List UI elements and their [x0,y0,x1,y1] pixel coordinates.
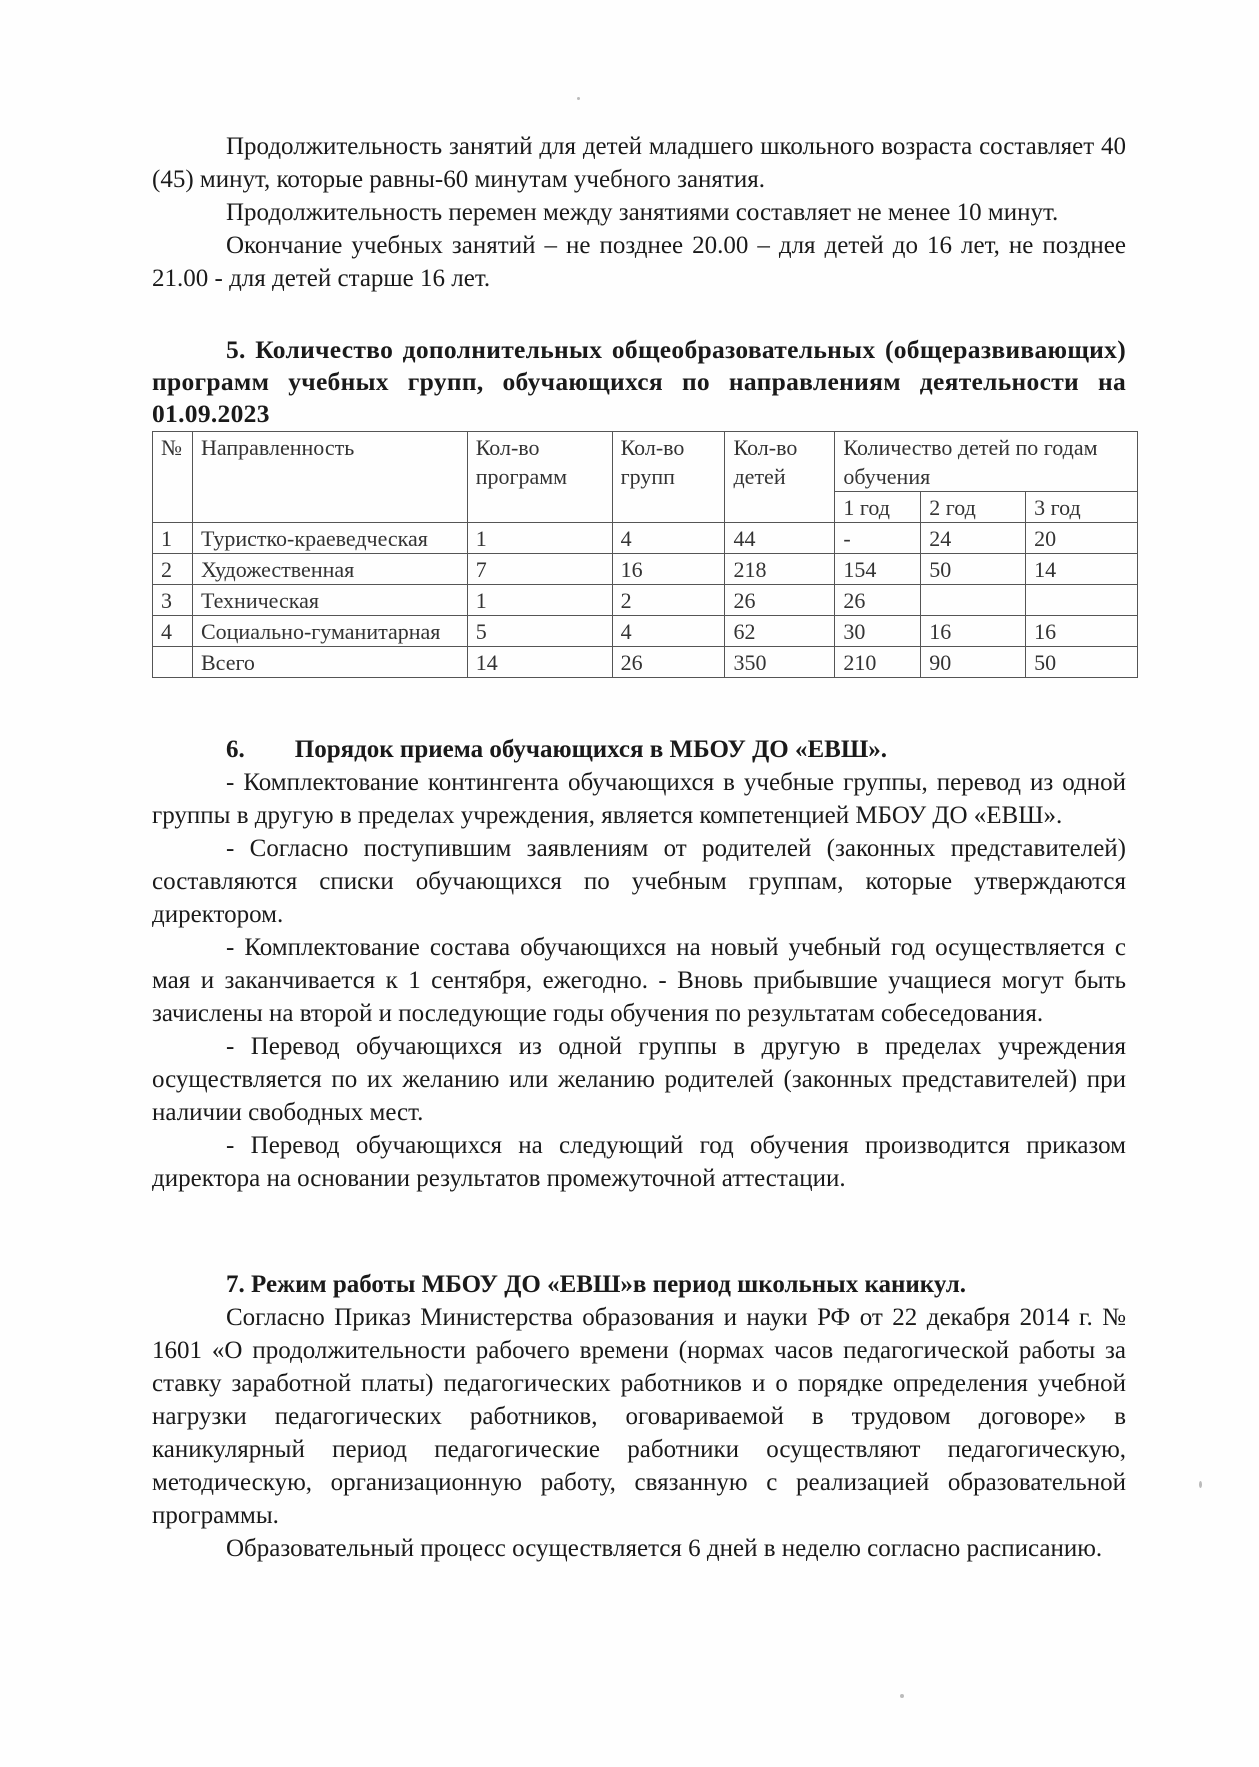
cell-programs: 1 [467,585,612,616]
cell-children: 44 [725,523,835,554]
cell-groups: 4 [612,616,725,647]
cell-year-2 [921,585,1026,616]
cell-year-1: - [835,523,921,554]
cell-year-3: 14 [1026,554,1138,585]
table-row [153,585,1138,616]
cell-year-3: 50 [1026,647,1138,678]
cell-programs: 5 [467,616,612,647]
header-programs: Кол-во программ [467,432,612,523]
cell-children: 218 [725,554,835,585]
cell-year-1: 26 [835,585,921,616]
cell-num: 4 [153,616,193,647]
intro-section [152,130,1126,295]
cell-year-3: 16 [1026,616,1138,647]
header-groups: Кол-во групп [612,432,725,523]
cell-year-1: 210 [835,647,921,678]
section-6-paragraph-5: - Перевод обучающихся на следующий год обучения производится приказом директора на основании результатов промежуточной аттестации. [152,1132,1126,1192]
section-5 [152,334,1126,430]
section-6-paragraph-1: - Комплектование контингента обучающихся в учебные группы, перевод из одной группы в другую в пределах учреждения, является компетенцией МБОУ ДО «ЕВШ». [152,769,1126,829]
header-by-year: Количество детей по годам обучения [835,432,1138,492]
intro-paragraph-3: Окончание учебных занятий – не позднее 20.00 – для детей до 16 лет, не позднее 21.00 - для детей старше 16 лет. [152,232,1126,292]
table-total-row [153,647,1138,678]
table-row [153,616,1138,647]
cell-year-1: 154 [835,554,921,585]
header-year-2: 2 год [921,492,1026,523]
cell-direction: Художественная [192,554,467,585]
cell-num: 3 [153,585,193,616]
table-row [153,523,1138,554]
section-7-paragraph-2: Образовательный процесс осуществляется 6 дней в неделю согласно расписанию. [226,1535,1103,1562]
table-header-row [153,432,1138,492]
header-direction: Направленность [192,432,467,523]
cell-children: 26 [725,585,835,616]
cell-year-2: 24 [921,523,1026,554]
section-6-paragraph-4: - Перевод обучающихся из одной группы в другую в пределах учреждения осуществляется по их желанию или желанию родителей (законных представителей) при наличии свободных мест. [152,1033,1126,1126]
intro-paragraph-1: Продолжительность занятий для детей младшего школьного возраста составляет 40 (45) минут, которые равны-60 минутам учебного занятия. [152,133,1126,193]
section-6-heading: 6. Порядок приема обучающихся в МБОУ ДО «ЕВШ». [226,736,888,763]
section-6-paragraph-3: - Комплектование состава обучающихся на новый учебный год осуществляется с мая и заканчивается к 1 сентября, ежегодно. - Вновь прибывшие учащиеся могут быть зачислены на второй и последующие годы обучения по результатам собеседования. [152,934,1126,1027]
table-row [153,554,1138,585]
cell-groups: 16 [612,554,725,585]
cell-year-3: 20 [1026,523,1138,554]
cell-groups: 4 [612,523,725,554]
header-children: Кол-во детей [725,432,835,523]
cell-children: 62 [725,616,835,647]
section-5-heading: 5. Количество дополнительных общеобразовательных (общеразвивающих) программ учебных групп, обучающихся по направлениям деятельности на 01.09.2023 [152,335,1126,428]
header-year-1: 1 год [835,492,921,523]
cell-groups: 26 [612,647,725,678]
cell-direction: Техническая [192,585,467,616]
cell-year-3 [1026,585,1138,616]
cell-direction: Всего [192,647,467,678]
section-7-heading: 7. Режим работы МБОУ ДО «ЕВШ»в период школьных каникул. [226,1271,966,1298]
section-7 [152,1268,1126,1565]
header-year-3: 3 год [1026,492,1138,523]
cell-groups: 2 [612,585,725,616]
cell-year-2: 50 [921,554,1026,585]
section-6-paragraph-2: - Согласно поступившим заявлениям от родителей (законных представителей) составляются списки обучающихся по учебным группам, которые утверждаются директором. [152,835,1126,928]
cell-direction: Социально-гуманитарная [192,616,467,647]
cell-direction: Туристко-краеведческая [192,523,467,554]
section-6 [152,733,1126,1195]
intro-paragraph-2: Продолжительность перемен между занятиями составляет не менее 10 минут. [226,199,1059,226]
cell-children: 350 [725,647,835,678]
section-7-paragraph-1: Согласно Приказ Министерства образования и науки РФ от 22 декабря 2014 г. № 1601 «О продолжительности рабочего времени (нормах часов педагогической работы за ставку заработной платы) педагогических работников и о порядке определения учебной нагрузки педагогических работников, оговариваемой в трудовом договоре» в каникулярный период педагогические работники осуществляют педагогическую, методическую, организационную работу, связанную с реализацией образовательной программы. [152,1304,1126,1529]
cell-num [153,647,193,678]
cell-num: 1 [153,523,193,554]
cell-programs: 1 [467,523,612,554]
cell-programs: 7 [467,554,612,585]
cell-year-1: 30 [835,616,921,647]
cell-num: 2 [153,554,193,585]
header-num: № [153,432,193,523]
scan-speck [900,1694,904,1698]
programs-table [152,431,1138,678]
cell-year-2: 16 [921,616,1026,647]
scan-speck [1199,1481,1202,1488]
scan-speck [577,97,580,100]
cell-year-2: 90 [921,647,1026,678]
cell-programs: 14 [467,647,612,678]
